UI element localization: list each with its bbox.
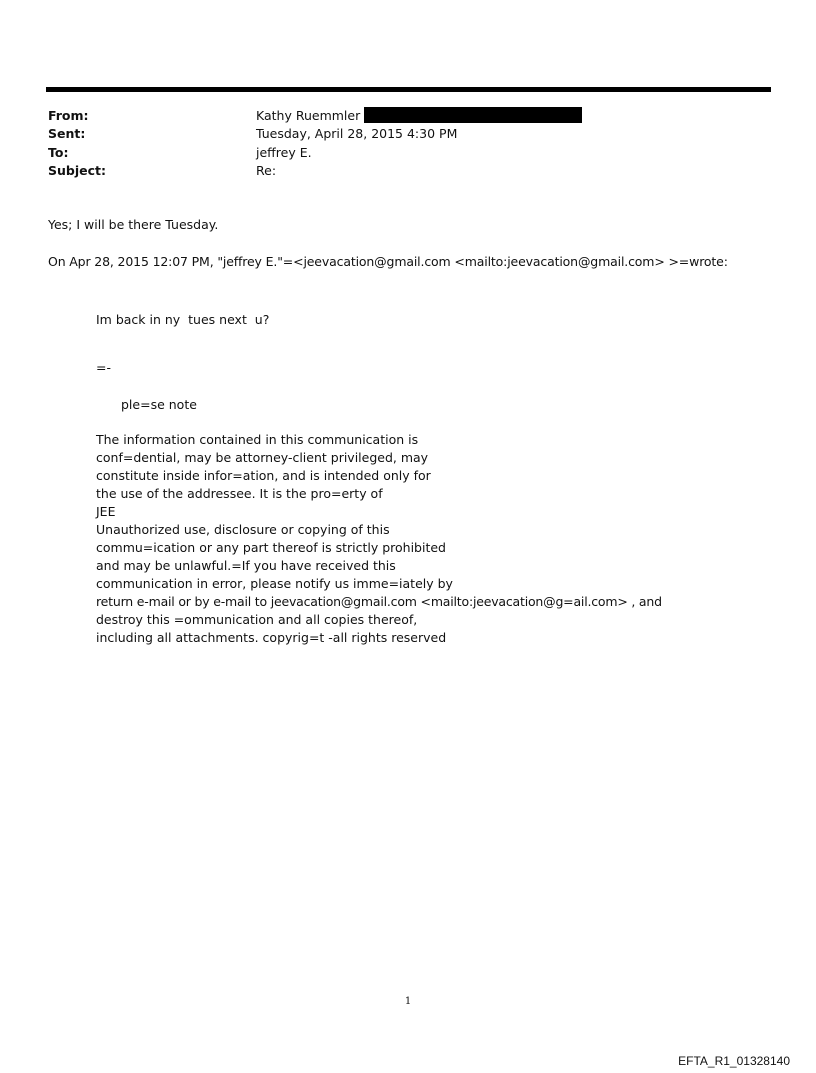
from-value (256, 107, 582, 125)
disclaimer-line: the use of the addressee. It is the pro=erty of (96, 486, 383, 501)
disclaimer-line: The information contained in this communication is (96, 432, 419, 447)
page-number: 1 (404, 996, 412, 1007)
subject-label: Subject: (48, 163, 106, 178)
disclaimer-line: communication in error, please notify us imme=iately by (96, 576, 453, 591)
quote-intro: On Apr 28, 2015 12:07 PM, "jeffrey E."=<jeevacation@gmail.com <mailto:jeevacation@gmail.com> >=wrote: (48, 254, 728, 269)
disclaimer-line: constitute inside infor=ation, and is intended only for (96, 468, 431, 483)
separator-text: =- (96, 360, 111, 375)
disclaimer-line: including all attachments. copyrig=t -all rights reserved (96, 630, 447, 645)
sent-label: Sent: (48, 126, 86, 141)
quoted-message: Im back in ny tues next u? (96, 312, 270, 327)
please-note: ple=se note (121, 397, 197, 412)
reply-text: Yes; I will be there Tuesday. (48, 217, 219, 232)
top-divider (46, 87, 771, 92)
disclaimer-line: and may be unlawful.=If you have received this (96, 558, 396, 573)
redaction-block (364, 107, 582, 123)
disclaimer-line: commu=ication or any part thereof is strictly prohibited (96, 540, 446, 555)
to-label: To: (48, 145, 69, 160)
bates-number: EFTA_R1_01328140 (678, 1054, 790, 1068)
disclaimer-line: return e-mail or by e-mail to jeevacation@gmail.com <mailto:jeevacation@g=ail.com> , and (96, 594, 662, 609)
disclaimer-line: destroy this =ommunication and all copies thereof, (96, 612, 418, 627)
disclaimer-line: JEE (96, 504, 116, 519)
from-label: From: (48, 108, 89, 123)
subject-value: Re: (256, 163, 277, 178)
disclaimer-line: conf=dential, may be attorney-client privileged, may (96, 450, 429, 465)
sent-value: Tuesday, April 28, 2015 4:30 PM (256, 126, 458, 141)
to-value: jeffrey E. (256, 145, 312, 160)
from-sender-name: Kathy Ruemmler (256, 108, 361, 123)
disclaimer-line: Unauthorized use, disclosure or copying of this (96, 522, 390, 537)
